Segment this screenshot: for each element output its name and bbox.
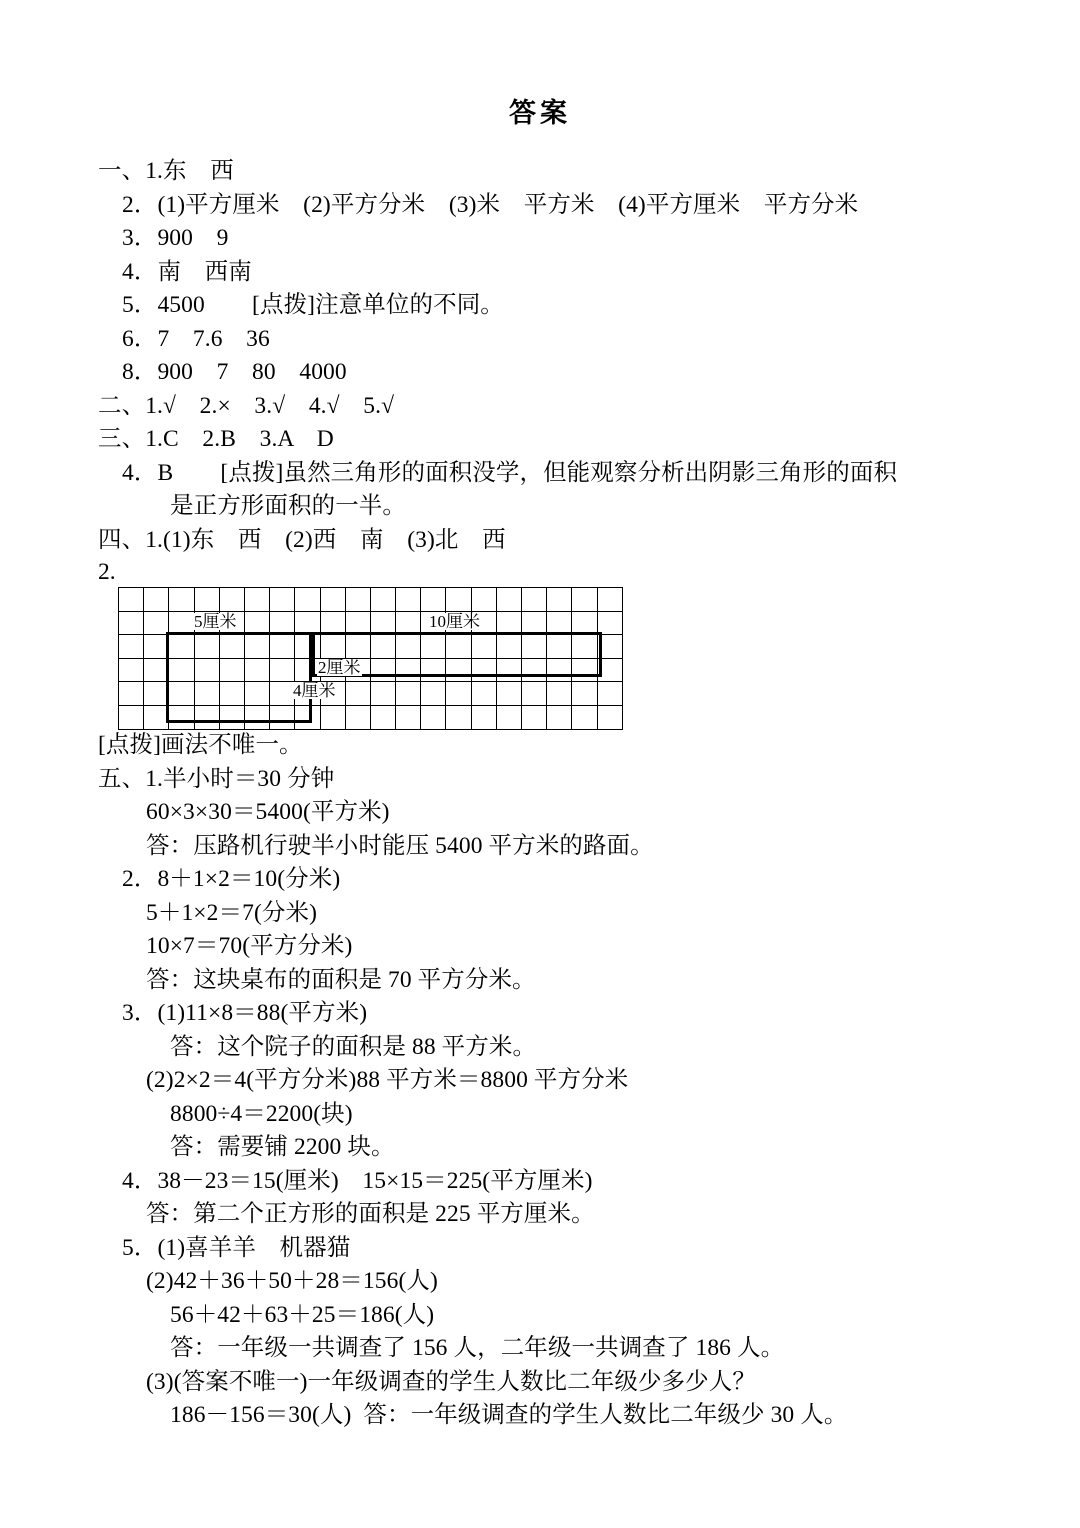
answer-body bbox=[0, 155, 1080, 557]
grid-row bbox=[119, 635, 623, 659]
grid-cell bbox=[572, 705, 597, 729]
answer-line: 答：第二个正方形的面积是 225 平方厘米。 bbox=[146, 1201, 595, 1227]
figure-note-block bbox=[0, 729, 1080, 763]
grid-cell bbox=[370, 611, 395, 635]
section-one bbox=[98, 155, 1010, 390]
grid-cell bbox=[370, 705, 395, 729]
grid-cell bbox=[597, 611, 622, 635]
answer-line: 5＋1×2＝7(分米) bbox=[146, 899, 318, 926]
grid-cell bbox=[421, 705, 446, 729]
grid-cell bbox=[597, 658, 622, 682]
label-10cm: 10厘米 bbox=[429, 612, 480, 631]
grid-cell bbox=[547, 682, 572, 706]
answer-line: 3．900 9 bbox=[122, 225, 229, 251]
grid-cell bbox=[119, 635, 144, 659]
grid-cell bbox=[119, 588, 144, 612]
grid-cell bbox=[471, 658, 496, 682]
grid-cell bbox=[194, 682, 219, 706]
grid-cell bbox=[244, 705, 269, 729]
grid-cell bbox=[471, 682, 496, 706]
grid-cell bbox=[547, 588, 572, 612]
answer-line: 五、1.半小时＝30 分钟 bbox=[98, 765, 335, 792]
grid-cell bbox=[244, 658, 269, 682]
label-5cm: 5厘米 bbox=[194, 612, 237, 631]
answer-line: 4．B [点拨]虽然三角形的面积没学，但能观察分析出阴影三角形的面积 bbox=[122, 459, 898, 486]
grid-cell bbox=[597, 682, 622, 706]
grid-cell bbox=[219, 705, 244, 729]
grid-cell bbox=[345, 635, 370, 659]
grid-cell bbox=[597, 635, 622, 659]
grid-cell bbox=[194, 588, 219, 612]
grid-cell bbox=[471, 588, 496, 612]
grid-cell bbox=[194, 635, 219, 659]
label-2cm: 2厘米 bbox=[318, 658, 361, 677]
grid-cell bbox=[496, 682, 521, 706]
grid-cell bbox=[320, 705, 345, 729]
grid-cell bbox=[119, 705, 144, 729]
grid-cell bbox=[244, 611, 269, 635]
answer-line: 答：这块桌布的面积是 70 平方分米。 bbox=[146, 966, 536, 993]
grid-cell bbox=[194, 705, 219, 729]
grid-cell bbox=[547, 658, 572, 682]
grid-cell bbox=[169, 611, 194, 635]
grid-row bbox=[119, 682, 623, 706]
answer-line: 一、1.东 西 bbox=[98, 158, 234, 184]
grid-cell bbox=[219, 588, 244, 612]
answer-line: 60×3×30＝5400(平方米) bbox=[146, 799, 390, 825]
grid-table bbox=[118, 587, 623, 730]
grid-cell bbox=[295, 611, 320, 635]
grid-cell bbox=[244, 588, 269, 612]
answer-line: 二、1.√ 2.× 3.√ 4.√ 5.√ bbox=[98, 392, 395, 419]
grid-cell bbox=[496, 611, 521, 635]
grid-cell bbox=[169, 658, 194, 682]
grid-cell bbox=[446, 705, 471, 729]
figure-note: [点拨]画法不唯一。 bbox=[98, 732, 303, 758]
grid-cell bbox=[295, 705, 320, 729]
answer-line: (2)42＋36＋50＋28＝156(人) bbox=[146, 1268, 438, 1294]
grid-cell bbox=[471, 635, 496, 659]
grid-cell bbox=[144, 611, 169, 635]
grid-cell bbox=[144, 588, 169, 612]
answer-line: 四、1.(1)东 西 (2)西 南 (3)北 西 bbox=[98, 526, 506, 553]
grid-cell bbox=[345, 705, 370, 729]
page-title: 答案 bbox=[509, 98, 571, 128]
grid-row bbox=[119, 705, 623, 729]
grid-cell bbox=[496, 705, 521, 729]
grid-cell bbox=[572, 682, 597, 706]
answer-line: 5．(1)喜羊羊 机器猫 bbox=[122, 1234, 351, 1261]
grid-cell bbox=[270, 705, 295, 729]
grid-cell bbox=[446, 588, 471, 612]
grid-cell bbox=[522, 705, 547, 729]
grid-cell bbox=[194, 658, 219, 682]
grid-cell bbox=[345, 588, 370, 612]
grid-cell bbox=[396, 682, 421, 706]
grid-cell bbox=[295, 635, 320, 659]
grid-cell bbox=[496, 658, 521, 682]
grid-cell bbox=[270, 658, 295, 682]
grid-cell bbox=[572, 658, 597, 682]
answer-line: 4．38－23＝15(厘米) 15×15＝225(平方厘米) bbox=[122, 1167, 593, 1194]
answer-line: 答：需要铺 2200 块。 bbox=[170, 1134, 395, 1160]
section-five bbox=[0, 763, 1080, 1433]
grid-cell bbox=[572, 611, 597, 635]
grid-cell bbox=[597, 705, 622, 729]
grid-figure bbox=[118, 587, 602, 723]
grid-cell bbox=[522, 658, 547, 682]
grid-cell bbox=[496, 588, 521, 612]
grid-row bbox=[119, 658, 623, 682]
grid-cell bbox=[169, 705, 194, 729]
answer-line: 8800÷4＝2200(块) bbox=[170, 1100, 353, 1127]
figure-item-number: 2. bbox=[98, 559, 116, 585]
grid-cell bbox=[547, 611, 572, 635]
answer-line: 答：压路机行驶半小时能压 5400 平方米的路面。 bbox=[146, 832, 654, 859]
grid-cell bbox=[219, 635, 244, 659]
section-two bbox=[98, 390, 1010, 424]
answer-line: 5．4500 [点拨]注意单位的不同。 bbox=[122, 292, 504, 318]
grid-cell bbox=[547, 635, 572, 659]
grid-cell bbox=[270, 588, 295, 612]
grid-cell bbox=[370, 682, 395, 706]
answer-line: 3．(1)11×8＝88(平方米) bbox=[122, 1000, 368, 1026]
answer-line: 答：这个院子的面积是 88 平方米。 bbox=[170, 1033, 537, 1060]
grid-row bbox=[119, 588, 623, 612]
grid-cell bbox=[144, 635, 169, 659]
answer-line: 56＋42＋63＋25＝186(人) bbox=[170, 1301, 435, 1328]
grid-cell bbox=[295, 588, 320, 612]
grid-cell bbox=[119, 611, 144, 635]
grid-cell bbox=[572, 588, 597, 612]
grid-cell bbox=[345, 611, 370, 635]
grid-cell bbox=[597, 588, 622, 612]
grid-cell bbox=[144, 658, 169, 682]
answer-line: (2)2×2＝4(平方分米)88 平方米＝8800 平方分米 bbox=[146, 1067, 629, 1093]
grid-cell bbox=[169, 588, 194, 612]
grid-cell bbox=[396, 635, 421, 659]
grid-cell bbox=[244, 635, 269, 659]
answer-line: 三、1.C 2.B 3.A D bbox=[98, 426, 334, 452]
grid-cell bbox=[396, 658, 421, 682]
grid-cell bbox=[421, 588, 446, 612]
section-three bbox=[98, 423, 1010, 524]
grid-cell bbox=[370, 635, 395, 659]
grid-cell bbox=[446, 658, 471, 682]
grid-cell bbox=[370, 658, 395, 682]
grid-cell bbox=[219, 682, 244, 706]
grid-cell bbox=[396, 588, 421, 612]
answer-line: 2．(1)平方厘米 (2)平方分米 (3)米 平方米 (4)平方厘米 平方分米 bbox=[122, 191, 859, 218]
grid-cell bbox=[496, 635, 521, 659]
answer-line: 186－156＝30(人) 答：一年级调查的学生人数比二年级少 30 人。 bbox=[170, 1402, 848, 1428]
label-4cm: 4厘米 bbox=[293, 681, 336, 700]
answer-line: 2．8＋1×2＝10(分米) bbox=[122, 866, 341, 892]
grid-cell bbox=[119, 658, 144, 682]
grid-cell bbox=[320, 588, 345, 612]
grid-cell bbox=[522, 635, 547, 659]
grid-cell bbox=[144, 682, 169, 706]
answer-line: 4．南 西南 bbox=[122, 258, 252, 285]
grid-cell bbox=[547, 705, 572, 729]
answer-line: 8．900 7 80 4000 bbox=[122, 359, 347, 385]
grid-cell bbox=[446, 682, 471, 706]
grid-cell bbox=[169, 682, 194, 706]
grid-cell bbox=[522, 588, 547, 612]
grid-cell bbox=[370, 588, 395, 612]
answer-line: 答：一年级一共调查了 156 人，二年级一共调查了 186 人。 bbox=[170, 1335, 785, 1361]
grid-cell bbox=[270, 611, 295, 635]
grid-cell bbox=[446, 635, 471, 659]
grid-cell bbox=[320, 611, 345, 635]
grid-cell bbox=[119, 682, 144, 706]
grid-figure-block bbox=[0, 559, 1080, 723]
answer-line: 10×7＝70(平方分米) bbox=[146, 933, 353, 959]
grid-cell bbox=[144, 705, 169, 729]
grid-cell bbox=[471, 705, 496, 729]
grid-cell bbox=[244, 682, 269, 706]
grid-cell bbox=[345, 682, 370, 706]
answer-line: (3)(答案不唯一)一年级调查的学生人数比二年级少多少人？ bbox=[146, 1368, 756, 1395]
grid-cell bbox=[572, 635, 597, 659]
grid-cell bbox=[396, 705, 421, 729]
grid-cell bbox=[396, 611, 421, 635]
grid-cell bbox=[219, 658, 244, 682]
grid-cell bbox=[522, 682, 547, 706]
answer-line: 是正方形面积的一半。 bbox=[170, 493, 406, 519]
answer-line: 6．7 7.6 36 bbox=[122, 325, 270, 352]
grid-cell bbox=[522, 611, 547, 635]
grid-cell bbox=[169, 635, 194, 659]
grid-cell bbox=[421, 658, 446, 682]
grid-cell bbox=[270, 635, 295, 659]
grid-cell bbox=[421, 635, 446, 659]
grid-cell bbox=[320, 635, 345, 659]
section-four bbox=[98, 524, 1010, 558]
grid-cell bbox=[421, 682, 446, 706]
